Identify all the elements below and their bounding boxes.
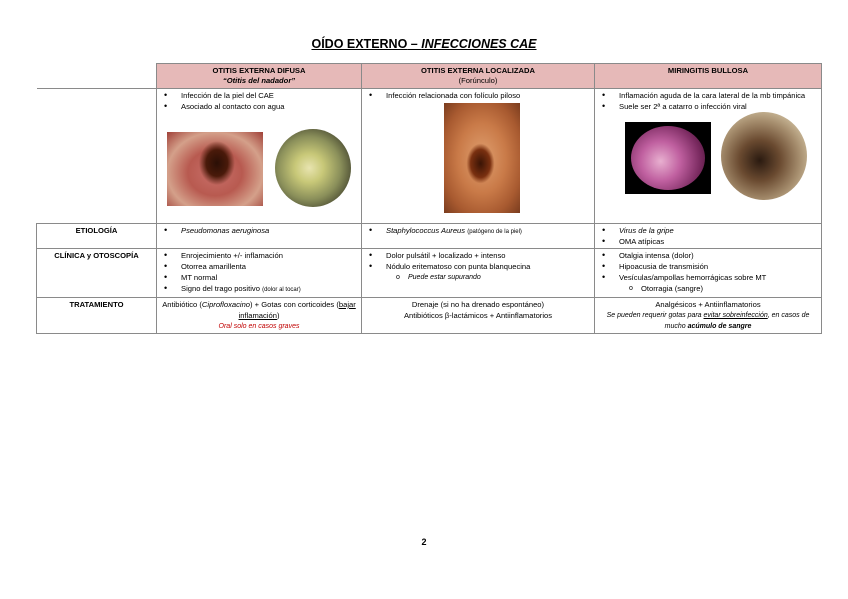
miringitis-photo-1	[625, 122, 711, 194]
tratamiento-col1-text	[161, 299, 357, 321]
header-blank-cell	[37, 64, 157, 89]
otitis-difusa-photo-2	[275, 129, 351, 207]
tratamiento-col2-line1: Drenaje (si no ha drenado espontáneo)	[411, 300, 545, 309]
list-item: • Vesículas/ampollas hemorrágicas sobre MT	[619, 272, 817, 283]
infections-table	[36, 63, 822, 334]
title-dash: –	[407, 37, 422, 51]
list-item: • Infección de la piel del CAE	[181, 90, 357, 101]
list-item: • MT normal	[181, 272, 357, 283]
description-col2-list	[366, 90, 590, 101]
header-col1	[157, 64, 362, 89]
tratamiento-col1-note: Oral solo en casos graves	[218, 323, 300, 330]
tratamiento-col1	[157, 298, 362, 334]
col1-images	[161, 112, 357, 222]
text-run: , en casos de mucho	[664, 312, 810, 330]
description-row	[37, 89, 822, 224]
clinica-col3	[595, 249, 822, 298]
description-col2	[362, 89, 595, 224]
clinica-col1	[157, 249, 362, 298]
list-item: • Asociado al contacto con agua	[181, 101, 357, 112]
title-italic: INFECCIONES CAE	[421, 37, 537, 51]
list-item: • Otorrea amarillenta	[181, 261, 357, 272]
etiologia-row	[37, 224, 822, 249]
list-item: • Virus de la gripe	[619, 225, 817, 236]
sub-list-item: o Puede estar supurando	[408, 272, 590, 283]
etiologia-col2-note: (patógeno de la piel)	[467, 229, 522, 235]
col2-name: OTITIS EXTERNA LOCALIZADA	[420, 66, 536, 75]
text-run: ) + Gotas con corticoides (	[250, 300, 339, 309]
clinica-col2	[362, 249, 595, 298]
etiologia-label: ETIOLOGÍA	[37, 224, 157, 249]
list-item: • Enrojecimiento +/- inflamación	[181, 250, 357, 261]
col3-images	[599, 112, 817, 202]
clinica-label: CLÍNICA y OTOSCOPÍA	[37, 249, 157, 298]
header-row	[37, 64, 822, 89]
text-run: Antibiótico (	[162, 300, 202, 309]
list-item: • Nódulo eritematoso con punta blanquecina	[386, 261, 590, 272]
text-run: Ciprofloxacino	[201, 300, 251, 309]
list-item: • Dolor pulsátil + localizado + intenso	[386, 250, 590, 261]
tratamiento-col2-line2: Antibióticos β-lactámicos + Antiinflamatorios	[403, 311, 553, 320]
header-col3	[595, 64, 822, 89]
header-col2	[362, 64, 595, 89]
list-item	[386, 225, 590, 238]
col3-name: MIRINGITIS BULLOSA	[667, 66, 749, 75]
list-item: • Hipoacusia de transmisión	[619, 261, 817, 272]
text-run: acúmulo de sangre	[687, 323, 752, 330]
otitis-difusa-photo-1	[167, 132, 263, 206]
tratamiento-col3	[595, 298, 822, 334]
description-col1-list	[161, 90, 357, 112]
clinica-col1-last-main: Signo del trago positivo	[181, 284, 260, 293]
text-run: Se pueden requerir gotas para	[606, 312, 704, 319]
col2-images	[366, 101, 590, 211]
list-item: • Pseudomonas aeruginosa	[181, 225, 357, 236]
list-item: • Otalgia intensa (dolor)	[619, 250, 817, 261]
tratamiento-col3-note	[599, 310, 817, 332]
list-item	[181, 283, 357, 296]
col1-sub: “Otitis del nadador”	[222, 76, 296, 85]
tratamiento-label: TRATAMIENTO	[37, 298, 157, 334]
clinica-row	[37, 249, 822, 298]
etiologia-col2-main: Staphylococcus Aureus	[386, 226, 466, 235]
page-title	[0, 37, 848, 51]
col1-name: OTITIS EXTERNA DIFUSA	[212, 66, 306, 75]
page-number: 2	[421, 537, 427, 547]
tratamiento-row	[37, 298, 822, 334]
text-run: evitar sobreinfección	[703, 312, 768, 319]
col2-sub: (Forúnculo)	[458, 76, 498, 85]
list-item: • Infección relacionada con folículo piloso	[386, 90, 590, 101]
etiologia-col3	[595, 224, 822, 249]
text-run: bajar inflamación	[238, 300, 356, 320]
miringitis-photo-2	[721, 112, 807, 200]
list-item: • OMA atípicas	[619, 236, 817, 247]
description-col3-list	[599, 90, 817, 112]
description-blank-cell	[37, 89, 157, 224]
sub-list-item: o Otorragia (sangre)	[641, 283, 817, 294]
tratamiento-col3-line1: Analgésicos + Antiinflamatorios	[655, 300, 761, 309]
etiologia-col1	[157, 224, 362, 249]
etiologia-col2	[362, 224, 595, 249]
tratamiento-col2	[362, 298, 595, 334]
list-item: • Suele ser 2ª a catarro o infección viral	[619, 101, 817, 112]
description-col3	[595, 89, 822, 224]
text-run: )	[276, 311, 280, 320]
forunculo-ear-photo	[444, 103, 520, 213]
clinica-col1-last-note: (dolor al tocar)	[262, 287, 301, 293]
title-main: OÍDO EXTERNO	[311, 37, 408, 51]
description-col1	[157, 89, 362, 224]
list-item: • Inflamación aguda de la cara lateral de la mb timpánica	[619, 90, 817, 101]
